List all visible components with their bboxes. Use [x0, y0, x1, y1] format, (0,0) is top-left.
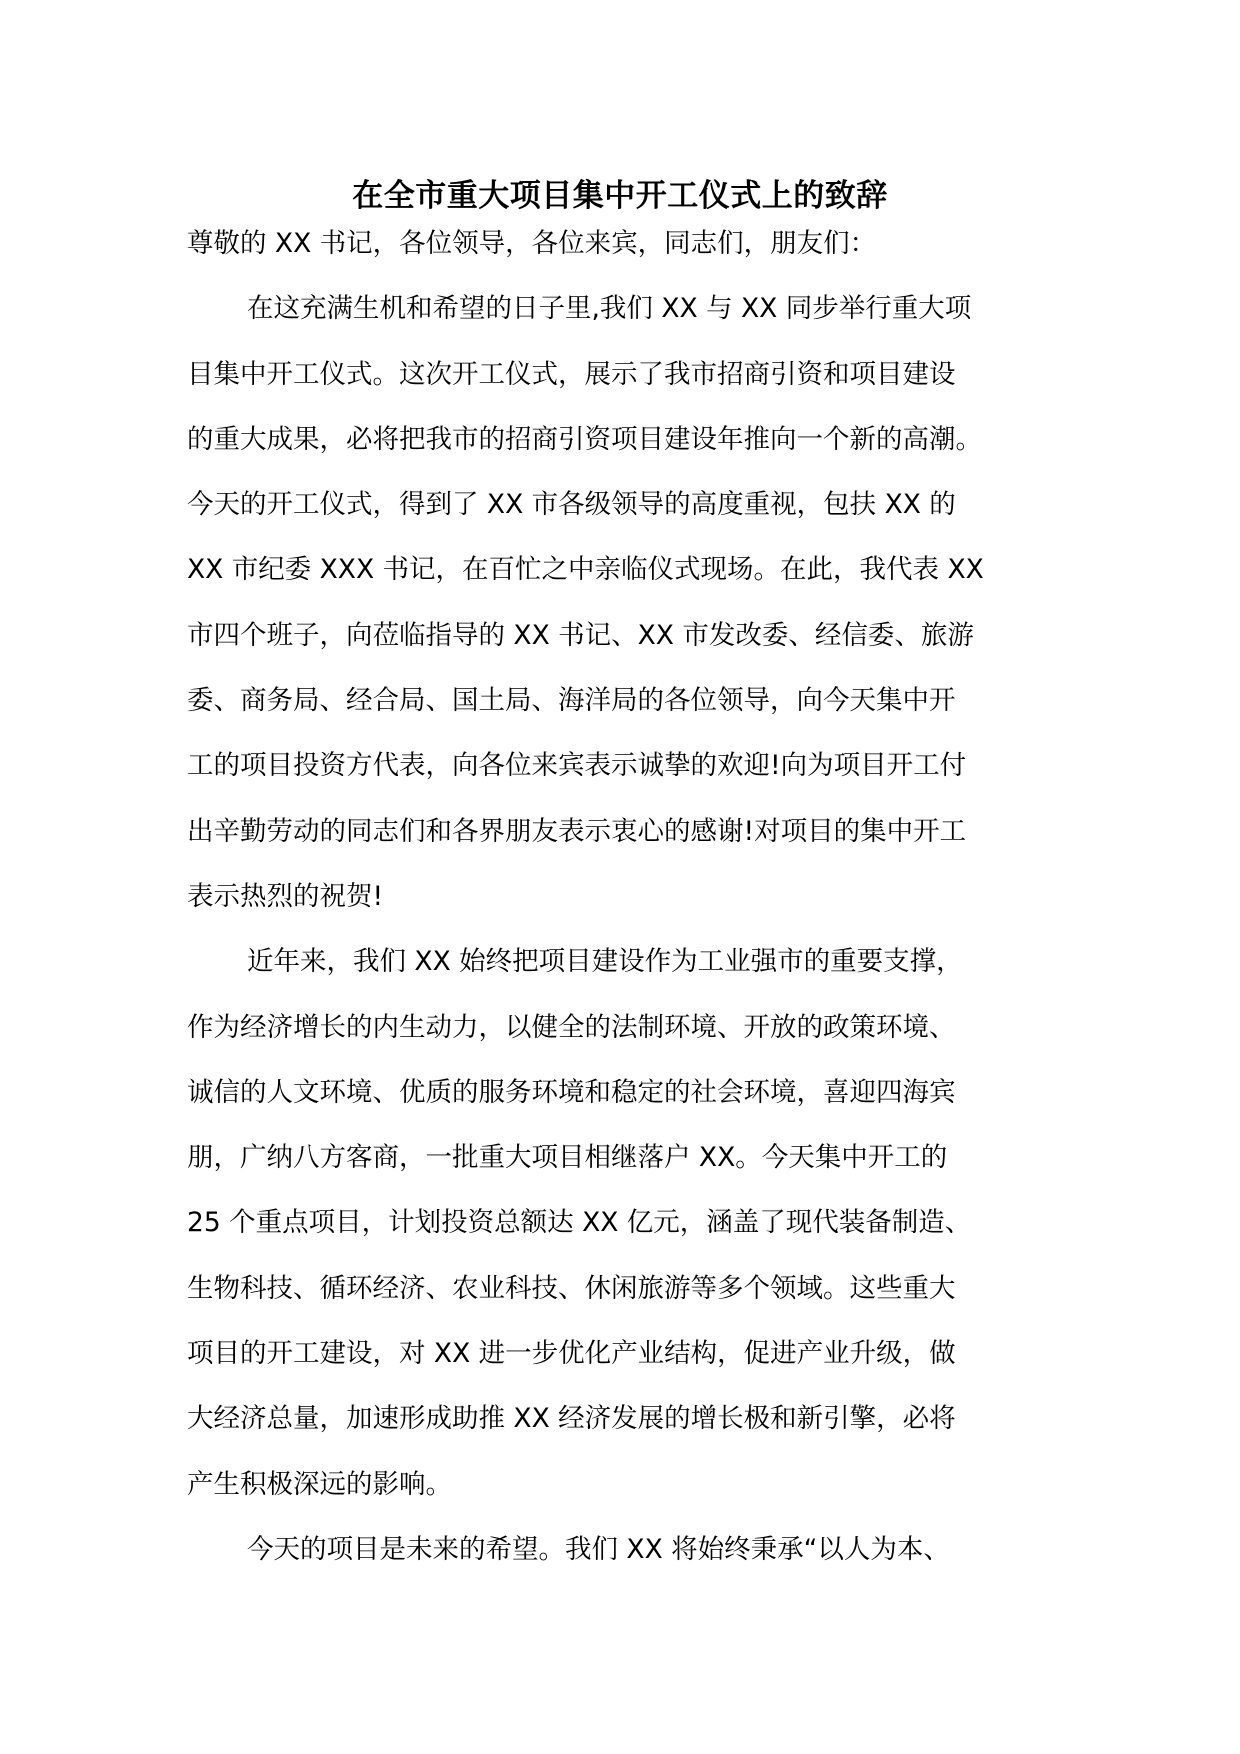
- paragraph-line: 大经济总量，加速形成助推 XX 经济发展的增长极和新引擎，必将: [187, 1403, 956, 1435]
- paragraph-line: 今天的项目是未来的希望。我们 XX 将始终秉承“以人为本、: [247, 1533, 950, 1565]
- paragraph-line: 生物科技、循环经济、农业科技、休闲旅游等多个领域。这些重大: [187, 1272, 956, 1304]
- paragraph-line: 委、商务局、经合局、国土局、海洋局的各位领导，向今天集中开: [187, 685, 956, 717]
- paragraph-line: 朋，广纳八方客商，一批重大项目相继落户 XX。今天集中开工的: [187, 1142, 948, 1174]
- document-body: [187, 211, 1067, 1582]
- paragraph-line: 项目的开工建设，对 XX 进一步优化产业结构，促进产业升级，做: [187, 1338, 956, 1370]
- paragraph-line: 诚信的人文环境、优质的服务环境和稳定的社会环境，喜迎四海宾: [187, 1076, 956, 1108]
- paragraph-line: 在这充满生机和希望的日子里,我们 XX 与 XX 同步举行重大项: [247, 293, 972, 325]
- paragraph-1: [187, 276, 1067, 929]
- paragraph-line: 出辛勤劳动的同志们和各界朋友表示衷心的感谢!对项目的集中开工: [187, 815, 967, 847]
- paragraph-line: 作为经济增长的内生动力，以健全的法制环境、开放的政策环境、: [187, 1011, 956, 1043]
- document-title: 在全市重大项目集中开工仪式上的致辞: [352, 178, 888, 214]
- paragraph-line: 今天的开工仪式，得到了 XX 市各级领导的高度重视，包扶 XX 的: [187, 489, 956, 521]
- paragraph-line: 25 个重点项目，计划投资总额达 XX 亿元，涵盖了现代装备制造、: [187, 1207, 972, 1239]
- paragraph-line: 近年来，我们 XX 始终把项目建设作为工业强市的重要支撑，: [247, 946, 963, 978]
- paragraph-line: 表示热烈的祝贺!: [187, 880, 384, 912]
- paragraph-line: 工的项目投资方代表，向各位来宾表示诚挚的欢迎!向为项目开工付: [187, 750, 967, 782]
- paragraph-3: [187, 1517, 1067, 1582]
- paragraph-line: 产生积极深远的影响。: [187, 1468, 452, 1500]
- paragraph-line: XX 市纪委 XXX 书记，在百忙之中亲临仪式现场。在此，我代表 XX: [187, 554, 984, 586]
- paragraph-line: 的重大成果，必将把我市的招商引资项目建设年推向一个新的高潮。: [187, 423, 982, 455]
- paragraph-2: [187, 929, 1067, 1517]
- salutation: 尊敬的 XX 书记，各位领导，各位来宾，同志们，朋友们：: [187, 228, 877, 259]
- paragraph-line: 目集中开工仪式。这次开工仪式，展示了我市招商引资和项目建设: [187, 358, 956, 390]
- paragraph-line: 市四个班子，向莅临指导的 XX 书记、XX 市发改委、经信委、旅游: [187, 619, 974, 651]
